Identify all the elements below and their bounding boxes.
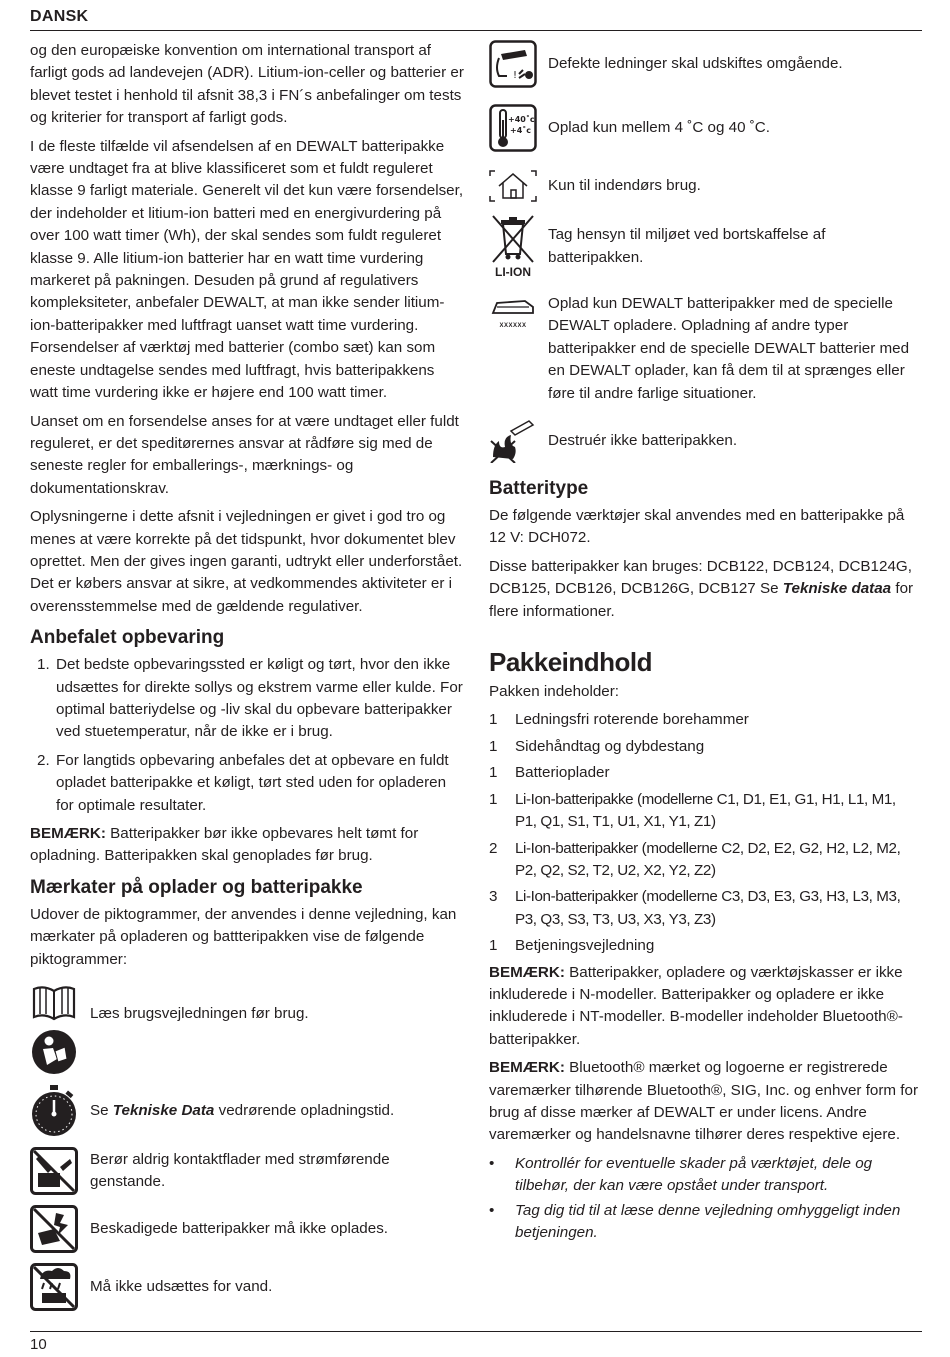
thermometer-icon: [489, 104, 537, 152]
pictogram-text-read-manual: Læs brugsvejledningen før brug.: [90, 1005, 309, 1023]
list-item: 1 Batterioplader: [489, 764, 610, 782]
svg-text:+4˚c: +4˚c: [510, 126, 532, 135]
storage-list: [30, 654, 465, 817]
bullet-item: • Tag dig tid til at læse denne vejledning omhyggeligt inden betjeningen.: [489, 1200, 919, 1245]
package-intro: Pakken indeholder:: [489, 683, 620, 701]
pictogram-recycle: [489, 214, 919, 279]
no-charge-damaged-icon: [30, 1205, 78, 1253]
list-item: 1 Sidehåndtag og dybdestang: [489, 737, 705, 755]
right-column: [489, 40, 919, 1246]
pictogram-text-no-conductive: Berør aldrig kontaktflader med strømførende genstande.: [90, 1150, 390, 1191]
check-bullets: [489, 1153, 919, 1245]
disclaimer-paragraph: Oplysningerne i dette afsnit i vejledningen er givet i god tro og menes at være korrekte på det tidspunkt, hvor dokumentet blev oprettet. Men der gives ingen garanti, udtrykt eller underforstået. Det er købers ansvar at sikre, at vedkommendes aktiviteter er i overensstemmelse med de gældende regulativer.: [30, 508, 463, 615]
pictogram-text-thermometer: Oplad kun mellem 4 ˚C og 40 ˚C.: [548, 118, 770, 136]
package-contents-list: [489, 709, 919, 957]
package-note-1: BEMÆRK: Batteripakker, opladere og værktøjskasser er ikke inkluderede i N-modeller. Batteripakker og opladere er ikke inkluderede i NT-modeller. B-modeller indeholder Bluetooth®-batteripakker.: [489, 963, 903, 1048]
header-divider: [30, 30, 922, 31]
pictogram-text-no-charge-damaged: Beskadigede batteripakker må ikke oplades.: [90, 1219, 389, 1237]
pictogram-no-water: [30, 1263, 465, 1311]
pictogram-no-conductive: [30, 1147, 465, 1195]
pictogram-no-incinerate: [489, 419, 919, 463]
list-item: 1 Li-Ion-batteripakke (modellerne C1, D1, E1, G1, H1, L1, M1, P1, Q1, S1, T1, U1, X1, Y1, Z1): [489, 790, 896, 831]
pictogram-thermometer: [489, 104, 919, 152]
pictogram-text-charger: Oplad kun DEWALT batteripakker med de specielle DEWALT opladere. Opladning af andre typer batteripakker end de specielle DEWALT batterier med en DEWALT oplader, kan få dem til at sprænges eller føre til andre farlige situationer.: [548, 295, 910, 402]
read-manual-icon: [31, 983, 77, 1023]
indoor-house-icon: [489, 170, 537, 202]
recycle-label: LI-ION: [495, 265, 531, 279]
pictogram-indoor: [489, 170, 919, 202]
storage-heading: Anbefalet opbevaring: [30, 627, 225, 649]
no-conductive-objects-icon: [30, 1147, 78, 1195]
list-item: 2 Li-Ion-batteripakker (modellerne C2, D2, E2, G2, H2, L2, M2, P2, Q2, S2, T2, U2, X2, Y2, Z2): [489, 839, 901, 879]
package-note-2: BEMÆRK: Bluetooth® mærket og logoerne er registrerede varemærker tilhørende Bluetooth®, SIG, Inc. og enhver form for brug af disse mærker af DEWALT er under licens. Andre varemærker og handelsnavne tilhører deres respektive ejere.: [489, 1059, 919, 1144]
package-heading: Pakkeindhold: [489, 647, 653, 678]
no-water-icon: [30, 1263, 78, 1311]
pictogram-text-indoor: Kun til indendørs brug.: [548, 176, 701, 194]
pictogram-text-stopwatch: Se Tekniske Data vedrørende opladningstid.: [90, 1101, 395, 1119]
footer-divider: [30, 1331, 922, 1332]
battery-paragraph-2: Disse batteripakker kan bruges: DCB122, DCB124, DCB124G, DCB125, DCB126, DCB126G, DCB127 Se Tekniske dataa for flere informationer.: [489, 557, 914, 620]
storage-note: BEMÆRK: Batteripakker bør ikke opbevares helt tømt for opladning. Batteripakken skal genoplades før brug.: [30, 825, 419, 865]
page-number: 10: [30, 1336, 47, 1353]
list-item: 3 Li-Ion-batteripakker (modellerne C3, D3, E3, G3, H3, L3, M3, P3, Q3, S3, T3, U3, X3, Y3, Z3): [489, 888, 901, 928]
left-column: [30, 40, 465, 1321]
battery-heading: Batteritype: [489, 478, 589, 500]
svg-text:!: !: [513, 70, 518, 81]
bullet-item: • Kontrollér for eventuelle skader på værktøjet, dele og tilbehør, der kan være opstået under transport.: [489, 1153, 919, 1198]
recycle-bin-icon: [489, 214, 537, 266]
stopwatch-icon: [30, 1085, 78, 1137]
svg-text:+40˚c: +40˚c: [508, 115, 535, 124]
transport-paragraph-1: og den europæiske konvention om international transport af farligt gods ad landevejen (ADR). Litium-ion-celler og batterier er blevet testet i henhold til afsnit 38,3 i FN´s anbefalinger om tests og kriterier for transport af farligt gods.: [30, 42, 464, 127]
pictogram-no-charge-damaged: [30, 1205, 465, 1253]
pictogram-defective-cord: [489, 40, 919, 88]
pictogram-read-manual: [30, 983, 465, 1075]
pictogram-stopwatch: [30, 1085, 465, 1137]
header-language: DANSK: [30, 8, 89, 25]
pictogram-charger: [489, 293, 919, 405]
transport-paragraph-3: Uanset om en forsendelse anses for at være undtaget eller fuldt reguleret, er det speditørernes ansvar at rådføre sig med de seneste regler for emballerings-, mærknings- og dokumentationskrav.: [30, 412, 459, 497]
pictogram-text-no-water: Må ikke udsættes for vand.: [90, 1277, 273, 1295]
storage-item-2: 2. For langtids opbevaring anbefales det at opbevare en fuldt opladet batteripakke et køligt, tørt sted uden for opladeren for optimale resultater.: [37, 751, 449, 814]
list-item: 1 Betjeningsvejledning: [489, 937, 655, 955]
pictogram-text-defective-cord: Defekte ledninger skal udskiftes omgående.: [548, 54, 843, 72]
transport-paragraph-2: I de fleste tilfælde vil afsendelsen af en DEWALT batteripakke være undtaget fra at blive klassificeret som et fuldt reguleret klasse 9 farligt materiale. Generelt vil det kun være forsendelser, der indeholder et litium-ion batteri med en energivurdering på over 100 watt timer (Wh), der skal sendes som fuldt reguleret klasse 9. Alle litium-ion batterier har en watt time vurdering markeret på pakningen. Desuden på grund af regulativers kompleksiteter, anbefaler DEWALT, at man ikke sender litium-ion-batteripakker med luftfragt uanset watt time vurdering. Forsendelser af værktøj med batterier (combo sæt) kan som eneste undtagelse sendes med luftfragt, hvis batteripakkens watt time vurdering ikke er højere end 100 watt timer.: [30, 137, 464, 402]
list-item: 1 Ledningsfri roterende borehammer: [489, 711, 749, 729]
battery-paragraph-1: De følgende værktøjer skal anvendes med en batteripakke på 12 V: DCH072.: [489, 507, 905, 547]
labels-heading: Mærkater på oplader og batteripakke: [30, 876, 363, 898]
pictogram-text-no-incinerate: Destruér ikke batteripakken.: [548, 431, 738, 449]
no-incinerate-icon: [489, 419, 537, 463]
defective-cord-icon: [489, 40, 537, 88]
read-manual-person-icon: [31, 1029, 77, 1075]
labels-intro: Udover de piktogrammer, der anvendes i denne vejledning, kan mærkater på opladeren og battteripakken vise de følgende piktogrammer:: [30, 905, 457, 968]
charger-label: XXXXXX: [499, 323, 527, 329]
storage-item-1: 1. Det bedste opbevaringssted er køligt og tørt, hvor den ikke udsættes for direkte sollys og ekstrem varme eller kulde. For optimal batteriydelse og -liv skal du opbevare batteripakker ved stuetemperatur, når de ikke er i brug.: [37, 656, 463, 741]
charger-icon: [489, 299, 537, 315]
pictogram-text-recycle: Tag hensyn til miljøet ved bortskaffelse af batteripakken.: [548, 226, 826, 266]
